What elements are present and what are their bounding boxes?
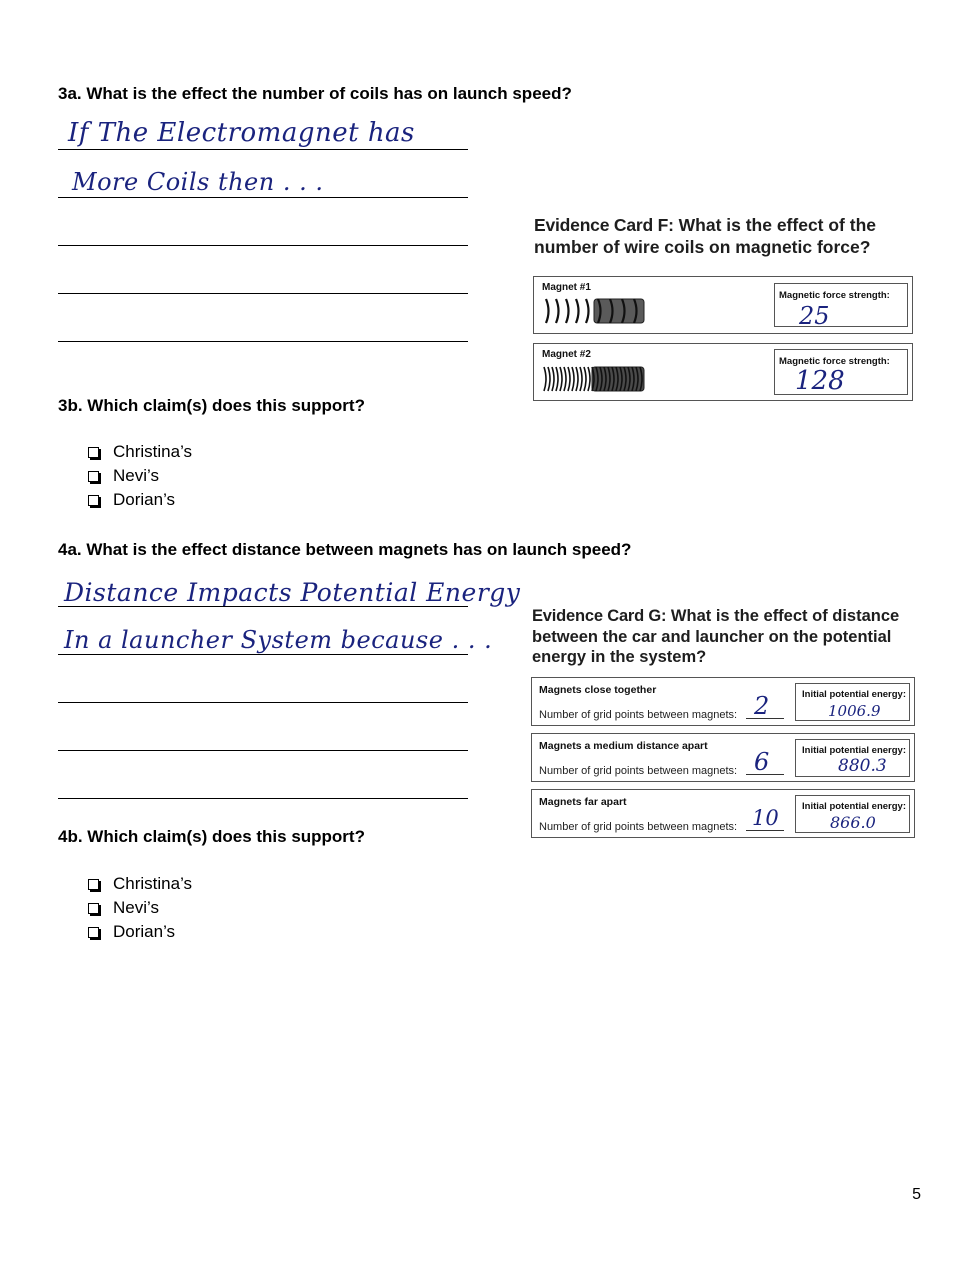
grid-points-label: Number of grid points between magnets: (539, 709, 738, 721)
checkbox-icon[interactable] (88, 879, 99, 890)
question-4a: 4a. What is the effect distance between magnets has on launch speed? (58, 540, 632, 559)
distance-label: Magnets close together (539, 684, 657, 696)
claim-option[interactable]: Christina’s (88, 440, 192, 464)
claim-options-3b (88, 440, 192, 512)
answer-line (58, 341, 468, 342)
answer-3a-line2: More Coils then . . . (72, 168, 324, 196)
magnet-label: Magnet #1 (542, 282, 591, 293)
magnet-label: Magnet #2 (542, 349, 591, 360)
card-g-row-far (531, 789, 915, 838)
checkbox-icon[interactable] (88, 471, 99, 482)
claim-option[interactable]: Dorian’s (88, 488, 192, 512)
grid-points-value: 6 (754, 748, 770, 776)
potential-energy-value: 1006.9 (828, 702, 881, 720)
claim-option[interactable]: Christina’s (88, 872, 192, 896)
answer-4a-line2: In a launcher System because . . . (64, 626, 493, 654)
claim-option[interactable]: Dorian’s (88, 920, 192, 944)
checkbox-icon[interactable] (88, 927, 99, 938)
potential-energy-box: Initial potential energy: 880.3 (795, 739, 910, 777)
answer-line (58, 197, 468, 198)
evidence-card-g-title: Evidence Card G: What is the effect of distance between the car and launcher on the potential energy in the system? (532, 607, 900, 666)
distance-label: Magnets far apart (539, 796, 627, 808)
coil-magnet-icon (542, 297, 646, 325)
card-g-row-medium (531, 733, 915, 782)
grid-points-value: 2 (754, 692, 770, 720)
claim-options-4b (88, 872, 192, 944)
answer-line (58, 245, 468, 246)
page-number: 5 (912, 1186, 921, 1203)
force-strength-box: Magnetic force strength: 25 (774, 283, 908, 327)
answer-3a-line1: If The Electromagnet has (68, 118, 415, 148)
question-4b: 4b. Which claim(s) does this support? (58, 827, 365, 846)
grid-points-value: 10 (752, 806, 779, 830)
answer-line (58, 606, 468, 607)
card-f-row-magnet1 (533, 276, 913, 334)
answer-line (58, 654, 468, 655)
checkbox-icon[interactable] (88, 447, 99, 458)
force-value: 25 (799, 302, 830, 330)
claim-option[interactable]: Nevi’s (88, 464, 192, 488)
question-3a: 3a. What is the effect the number of coils has on launch speed? (58, 84, 572, 103)
grid-points-label: Number of grid points between magnets: (539, 765, 738, 777)
force-value: 128 (795, 366, 845, 396)
potential-energy-value: 866.0 (830, 813, 876, 832)
evidence-card-f-title: Evidence Card F: What is the effect of the number of wire coils on magnetic force? (534, 215, 876, 257)
answer-line (58, 293, 468, 294)
grid-points-label: Number of grid points between magnets: (539, 821, 738, 833)
card-g-row-close (531, 677, 915, 726)
answer-line (58, 702, 468, 703)
checkbox-icon[interactable] (88, 903, 99, 914)
force-strength-box: Magnetic force strength: 128 (774, 349, 908, 395)
potential-energy-box: Initial potential energy: 1006.9 (795, 683, 910, 721)
answer-line (58, 798, 468, 799)
coil-magnet-icon (542, 365, 646, 393)
card-f-row-magnet2 (533, 343, 913, 401)
answer-line (58, 149, 468, 150)
potential-energy-value: 880.3 (838, 756, 887, 776)
answer-4a-line1: Distance Impacts Potential Energy (64, 578, 521, 607)
answer-line (58, 750, 468, 751)
distance-label: Magnets a medium distance apart (539, 740, 708, 752)
potential-energy-box: Initial potential energy: 866.0 (795, 795, 910, 833)
claim-option[interactable]: Nevi’s (88, 896, 192, 920)
checkbox-icon[interactable] (88, 495, 99, 506)
question-3b: 3b. Which claim(s) does this support? (58, 396, 365, 415)
